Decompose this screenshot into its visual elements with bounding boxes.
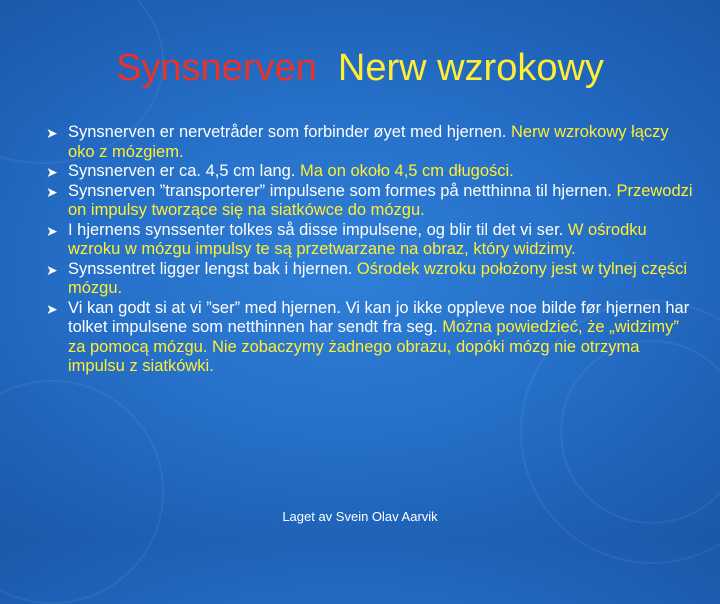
- text-polish: Można powiedzieć, że „widzimy” za pomocą mózgu. Nie zobaczymy żadnego obrazu, dopóki mózg nie otrzyma impulsu z siatkówki.: [68, 318, 679, 375]
- list-item: [46, 182, 696, 221]
- arrowhead-bullet-icon: ➤: [46, 261, 58, 278]
- decorative-ripple: [0, 380, 164, 604]
- arrowhead-bullet-icon: ➤: [46, 164, 58, 180]
- title-part-norwegian: Synsnerven: [116, 47, 317, 89]
- arrowhead-bullet-icon: ➤: [46, 300, 58, 317]
- text-norwegian: I hjernens synssenter tolkes så disse impulsene, og blir til det vi ser.: [68, 220, 564, 239]
- text-polish: Ośrodek wzroku położony jest w tylnej części mózgu.: [68, 259, 688, 297]
- text-polish: Ma on około 4,5 cm długości.: [300, 162, 514, 180]
- arrowhead-bullet-icon: ➤: [46, 125, 58, 141]
- text-polish: W ośrodku wzroku w mózgu impulsy te są przetwarzane na obraz, który widzimy.: [68, 220, 647, 258]
- slide-footer: Laget av Svein Olav Aarvik: [282, 509, 438, 524]
- text-polish: Przewodzi on impulsy tworzące się na siatkówce do mózgu.: [68, 181, 693, 219]
- slide-title: [0, 44, 720, 92]
- text-norwegian: Synssentret ligger lengst bak i hjernen.: [68, 259, 353, 278]
- list-item: [46, 123, 696, 162]
- arrowhead-bullet-icon: ➤: [46, 222, 58, 239]
- title-part-polish: Nerw wzrokowy: [337, 47, 604, 89]
- text-polish: Nerw wzrokowy łączy oko z mózgiem.: [68, 123, 669, 161]
- text-norwegian: Synsnerven er nervetråder som forbinder øyet med hjernen.: [68, 123, 507, 141]
- list-item: [46, 221, 696, 260]
- list-item: [46, 299, 696, 377]
- list-item: [46, 162, 696, 182]
- list-item: [46, 260, 696, 299]
- text-norwegian: Synsnerven ”transporterer” impulsene som formes på netthinna til hjernen.: [68, 181, 612, 200]
- bullet-list: [46, 123, 696, 377]
- text-norwegian: Vi kan godt si at vi ”ser” med hjernen. Vi kan jo ikke oppleve noe bilde før hjernen har tolket impulsene som netthinnen har sendt fra seg.: [68, 298, 690, 336]
- arrowhead-bullet-icon: ➤: [46, 183, 58, 200]
- text-norwegian: Synsnerven er ca. 4,5 cm lang.: [68, 162, 296, 180]
